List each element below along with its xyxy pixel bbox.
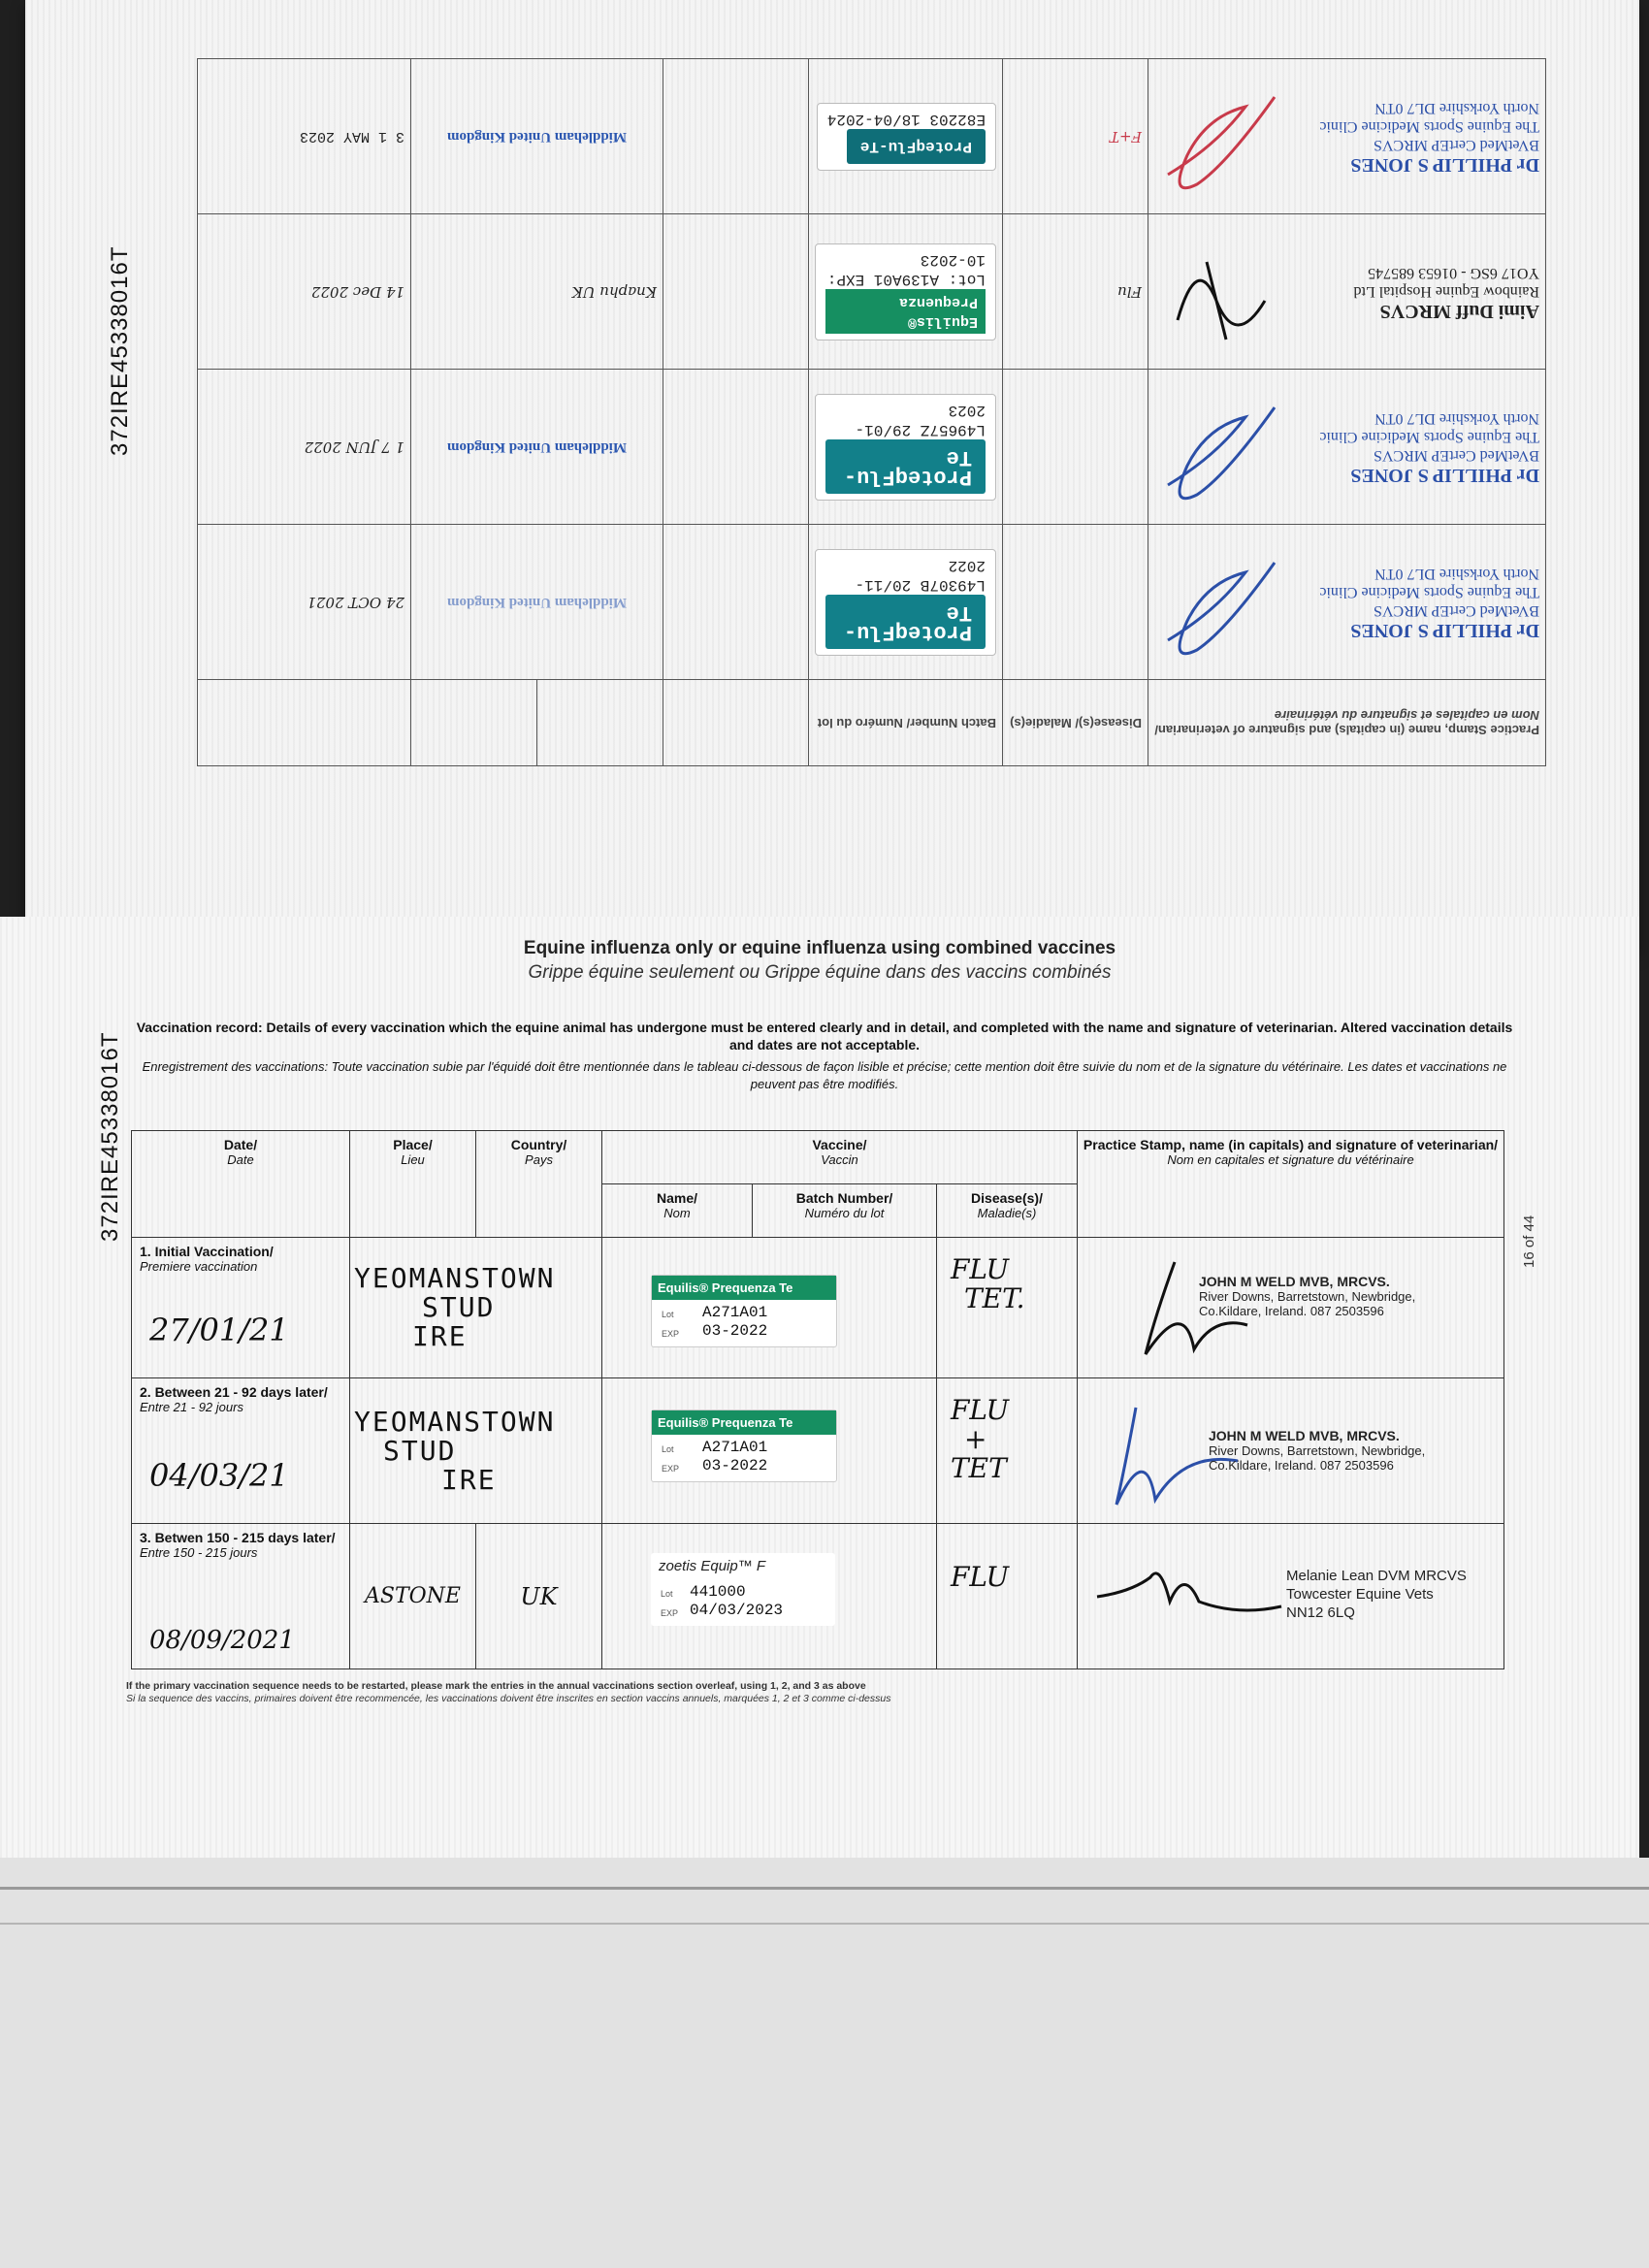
vet-address: North Yorkshire DL7 0TN — [1374, 410, 1539, 428]
instructions-text: Vaccination record: Details of every vaccination which the equine animal has undergone must be entered clearly and in detail, and completed with the name and signature of veterinarian. Altered vaccination details and dates are not acceptable. — [136, 1020, 1513, 1053]
batch-header: Batch Number/ Numéro du lot — [809, 680, 1003, 766]
disease-column-header: Disease(s)/ Maladie(s) — [937, 1184, 1078, 1238]
vaccine-cell — [809, 214, 1003, 370]
instructions-text-fr: Enregistrement des vaccinations: Toute vaccination subie par l'équidé doit être mentionnée dans le tableau ci-dessous de façon lisible et précise; cette mention doit être suivie du nom et de la signature du vétérinaire. Les dates et vaccinations ne peuvent pas être modifiés. — [142, 1059, 1507, 1091]
disease-handwritten: FLU — [951, 1561, 1010, 1593]
expiry-date: 03-2022 — [702, 1322, 768, 1340]
date-stamp: 24 OCT 2021 — [198, 525, 411, 680]
country-handwritten: IRE — [441, 1463, 497, 1496]
stamp-header — [1148, 680, 1546, 766]
place-handwritten: ASTONE — [365, 1583, 461, 1608]
vet-address: YO17 6SG - 01653 685745 — [1368, 264, 1539, 281]
vet-signature — [1158, 243, 1284, 359]
vaccine-brand: zoetis Equip™ F — [659, 1558, 766, 1574]
vet-name: Dr PHILLIP S JONES — [1350, 154, 1539, 177]
vaccine-sticker-cell — [602, 1378, 937, 1524]
vet-stamp-cell — [1148, 59, 1546, 214]
disease-cell — [1003, 525, 1148, 680]
table-row — [198, 59, 1546, 214]
date-cell: 2. Between 21 - 92 days later/ Entre 21 - 92 jours 04/03/21 — [132, 1378, 350, 1524]
disease-handwritten: FLU TET. — [951, 1253, 1025, 1314]
vet-name: Dr PHILLIP S JONES — [1350, 465, 1539, 487]
country-cell — [476, 1524, 602, 1669]
stamp-header-label: Practice Stamp, name (in capitals) and signature of veterinarian/ — [1154, 723, 1539, 738]
vaccine-sticker: ProteqFlu-Te E82203 18/04-2024 — [817, 103, 996, 171]
disease-cell: F+T — [1003, 59, 1148, 214]
disease-cell — [937, 1378, 1078, 1524]
table-row — [132, 1378, 1504, 1524]
vaccine-brand: Equilis® Prequenza Te — [652, 1410, 836, 1435]
vaccination-date: 08/09/2021 — [149, 1626, 295, 1655]
expiry-date: 04/03/2023 — [690, 1602, 784, 1619]
stamp-column-header: Practice Stamp, name (in capitals) and signature of veterinarian/ Nom en capitales et signature du vétérinaire — [1078, 1131, 1504, 1238]
expiry-date: 03-2022 — [702, 1457, 768, 1474]
place-country-cell — [350, 1378, 602, 1524]
vet-stamp: JOHN M WELD MVB, MRCVS. River Downs, Barretstown, Newbridge, Co.Kildare, Ireland. 087 2503596 — [1199, 1274, 1416, 1318]
vet-stamp-cell — [1078, 1524, 1504, 1669]
vet-stamp: Melanie Lean DVM MRCVS Towcester Equine Vets NN12 6LQ — [1286, 1568, 1467, 1621]
place-handwritten: YEOMANSTOWN STUD IRE — [354, 1405, 556, 1496]
country-column-header: Country/ Pays — [476, 1131, 602, 1238]
vaccine-cell — [809, 59, 1003, 214]
vet-qualifications: BVetMed CertEP MRCVS — [1374, 447, 1539, 465]
passport-serial-lower: 372IRE45338016T — [97, 1031, 123, 1242]
vet-clinic: The Equine Sports Medicine Clinic — [1319, 429, 1539, 446]
table-row — [198, 370, 1546, 525]
batch-number: A271A01 — [702, 1439, 768, 1456]
vet-signature — [1158, 398, 1284, 514]
vet-clinic: Rainbow Equine Hospital Ltd — [1353, 282, 1539, 300]
page-title: Equine influenza only or equine influenza using combined vaccines — [523, 938, 1116, 958]
batch-number: A271A01 — [702, 1304, 768, 1321]
place-cell — [350, 1524, 476, 1669]
batch-column-header: Batch Number/ Numéro du lot — [753, 1184, 937, 1238]
vaccine-cell — [809, 370, 1003, 525]
place-handwritten: YEOMANSTOWN STUD IRE — [354, 1262, 556, 1352]
vet-clinic: The Equine Sports Medicine Clinic — [1319, 584, 1539, 601]
place-column-header: Place/ Lieu — [350, 1131, 476, 1238]
vet-signature — [1158, 87, 1284, 204]
place-handwritten: Knaphu UK — [411, 214, 663, 370]
vaccine-sticker: ProteqFlu-Te L49307B 20/11-2022 — [815, 549, 996, 656]
vaccine-column-header: Vaccine/ Vaccin — [602, 1131, 1078, 1184]
place-country-cell — [350, 1238, 602, 1378]
vaccine-sticker-cell — [602, 1238, 937, 1378]
passport-serial-upper: 372IRE45338016T — [107, 245, 133, 456]
vaccine-sticker-cell — [602, 1524, 937, 1669]
disease-cell — [937, 1238, 1078, 1378]
batch-number: 441000 — [690, 1583, 746, 1601]
date-stamp: 3 1 MAY 2023 — [198, 59, 411, 214]
disease-header: Disease(s)/ Maladie(s) — [1003, 680, 1148, 766]
table-row — [132, 1524, 1504, 1669]
vet-name: JOHN M WELD MVB, MRCVS. — [1199, 1274, 1390, 1289]
primary-vaccination-table — [131, 1130, 1504, 1669]
date-column-header: Date/ Date — [132, 1131, 350, 1238]
upper-page-rotated-content — [25, 0, 1639, 951]
footnote: If the primary vaccination sequence needs to be restarted, please mark the entries in the annual vaccinations section overleaf, using 1, 2, and 3 as above — [126, 1680, 866, 1692]
vaccine-sticker: Equilis® Prequenza Lot: A139A01 EXP: 10-2023 — [815, 243, 996, 340]
vet-name: Aimi Duff MRCVS — [1379, 300, 1539, 322]
place-stamp: Middleham United Kingdom — [411, 59, 663, 214]
place-stamp: Middleham United Kingdom — [411, 525, 663, 680]
table-header-row — [198, 680, 1546, 766]
vaccine-brand: Equilis® Prequenza Te — [652, 1276, 836, 1300]
vet-stamp-cell — [1148, 370, 1546, 525]
vet-signature — [1158, 553, 1284, 669]
disease-handwritten: FLU + TET — [951, 1394, 1010, 1484]
vet-stamp-cell — [1078, 1378, 1504, 1524]
page-edge-line — [0, 1887, 1649, 1890]
place-stamp: Middleham United Kingdom — [411, 370, 663, 525]
disease-cell — [937, 1524, 1078, 1669]
vet-clinic: The Equine Sports Medicine Clinic — [1319, 118, 1539, 136]
date-stamp: 1 7 JUN 2022 — [198, 370, 411, 525]
vaccination-date: 04/03/21 — [149, 1457, 289, 1494]
vet-qualifications: BVetMed CertEP MRCVS — [1374, 602, 1539, 620]
page-edge-line — [0, 1923, 1649, 1925]
vet-signature — [1092, 1558, 1286, 1626]
stamp-header-fr: Nom en capitales et signature du vétérinaire — [1274, 708, 1539, 724]
table-row — [132, 1238, 1504, 1378]
table-row — [198, 214, 1546, 370]
vet-stamp-cell — [1078, 1238, 1504, 1378]
name-column-header: Name/ Nom — [602, 1184, 753, 1238]
table-header-row — [132, 1131, 1504, 1184]
vet-name: JOHN M WELD MVB, MRCVS. — [1209, 1428, 1400, 1443]
upper-passport-page — [25, 0, 1639, 951]
page-number: 16 of 44 — [1521, 1215, 1537, 1268]
vet-name: Melanie Lean DVM MRCVS — [1286, 1568, 1467, 1584]
footnote-fr: Si la sequence des vaccins, primaires doivent être recommencée, les vaccinations doivent être inscrites en section vaccins annuels, marquées 1, 2 et 3 comme ci-dessus — [126, 1693, 891, 1704]
vet-stamp-cell — [1148, 525, 1546, 680]
country-handwritten: IRE — [412, 1320, 468, 1352]
country-handwritten: UK — [520, 1582, 558, 1610]
vaccine-sticker: Equilis® Prequenza Te Lot A271A01 EXP 03-2022 — [651, 1275, 837, 1347]
disease-cell — [1003, 370, 1148, 525]
lower-passport-page — [0, 917, 1639, 1858]
vet-name: Dr PHILLIP S JONES — [1350, 620, 1539, 642]
vaccine-sticker: ProteqFlu-Te L49657Z 29/01-2023 — [815, 394, 996, 501]
date-handwritten: 14 Dec 2022 — [198, 214, 411, 370]
passport-cover-background — [0, 1858, 1649, 2268]
annual-vaccination-table — [197, 58, 1546, 766]
date-cell: 3. Betwen 150 - 215 days later/ Entre 150 - 215 jours 08/09/2021 — [132, 1524, 350, 1669]
vet-address: North Yorkshire DL7 0TN — [1374, 566, 1539, 583]
vaccine-cell — [809, 525, 1003, 680]
vaccination-date: 27/01/21 — [149, 1312, 289, 1348]
vet-stamp-cell — [1148, 214, 1546, 370]
vet-stamp: JOHN M WELD MVB, MRCVS. River Downs, Barretstown, Newbridge, Co.Kildare, Ireland. 087 2503596 — [1209, 1428, 1426, 1473]
vet-qualifications: BVetMed CertEP MRCVS — [1374, 137, 1539, 154]
page-title-fr: Grippe équine seulement ou Grippe équine dans des vaccins combinés — [528, 962, 1112, 983]
vet-address: North Yorkshire DL7 0TN — [1374, 100, 1539, 117]
table-row — [198, 525, 1546, 680]
vaccine-sticker: zoetis Equip™ F Lot 441000 EXP 04/03/2023 — [651, 1553, 835, 1626]
date-cell: 1. Initial Vaccination/ Premiere vaccination 27/01/21 — [132, 1238, 350, 1378]
disease-cell: Flu — [1003, 214, 1148, 370]
vaccine-sticker: Equilis® Prequenza Te Lot A271A01 EXP 03-2022 — [651, 1409, 837, 1482]
